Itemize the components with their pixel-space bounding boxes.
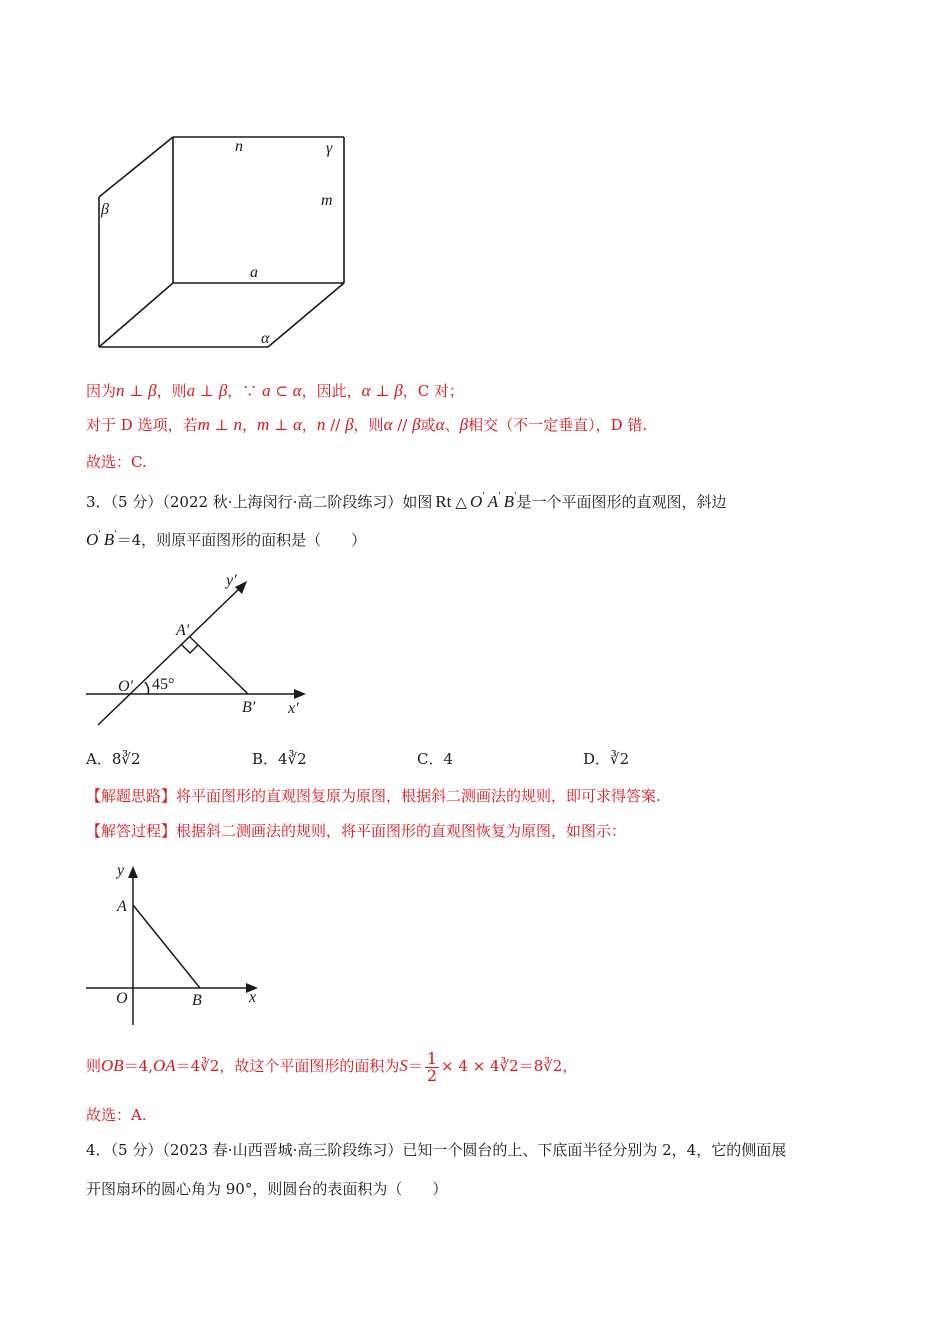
label-x-prime: x′ bbox=[288, 700, 299, 717]
option-a[interactable] bbox=[86, 748, 141, 769]
var-alpha: α bbox=[435, 415, 445, 434]
label-x: x bbox=[249, 989, 257, 1006]
var-beta: β bbox=[394, 381, 403, 400]
text: × 4 × 4 bbox=[441, 1057, 500, 1075]
q3-idea: 【解题思路】将平面图形的直观图复原为原图，根据斜二测画法的规则，即可求得答案. bbox=[86, 787, 661, 805]
q3-result bbox=[86, 1046, 577, 1086]
option-label: D． bbox=[583, 750, 611, 768]
sol2-line2 bbox=[86, 414, 647, 436]
perp-symbol: ⊥ bbox=[195, 382, 219, 400]
var-n: n bbox=[116, 381, 125, 400]
parallel-symbol: // bbox=[392, 416, 413, 434]
text: 相交（不一定垂直），D 错. bbox=[468, 416, 648, 434]
var-n: n bbox=[316, 415, 326, 434]
root-symbol: ∛2 bbox=[543, 1057, 563, 1075]
text: ， bbox=[562, 1057, 578, 1075]
q3-stem-line1 bbox=[86, 486, 726, 513]
option-b[interactable] bbox=[252, 748, 307, 769]
prime: ' bbox=[498, 492, 501, 502]
var-beta: β bbox=[218, 381, 228, 400]
root-symbol: ∛2 bbox=[200, 1057, 220, 1075]
cube-edge bbox=[99, 137, 173, 197]
parallel-symbol: // bbox=[325, 416, 346, 434]
segment-AB bbox=[190, 637, 248, 694]
y-arrow-icon bbox=[128, 866, 138, 878]
y-prime-axis bbox=[98, 587, 241, 725]
text: 因为 bbox=[86, 382, 117, 400]
because-symbol: ，∵ bbox=[227, 382, 263, 400]
var-beta: β bbox=[459, 415, 469, 434]
cube-figure bbox=[86, 125, 366, 360]
label-y: y bbox=[117, 862, 125, 879]
root-symbol: ∛2 bbox=[287, 750, 307, 768]
label-B-prime: B′ bbox=[242, 699, 256, 716]
option-value: 4 bbox=[278, 750, 288, 768]
text: ，则 bbox=[353, 416, 384, 434]
text: ＝4 bbox=[175, 1057, 201, 1075]
perp-symbol: ⊥ bbox=[209, 416, 234, 434]
text: 对于 D 选项，若 bbox=[86, 416, 198, 434]
option-value: 8 bbox=[111, 750, 122, 768]
triangle-symbol: △ bbox=[455, 493, 467, 511]
prime: ' bbox=[513, 492, 517, 502]
label-y-prime: y′ bbox=[226, 572, 237, 589]
text: ，则 bbox=[156, 382, 187, 400]
var-a: a bbox=[262, 381, 271, 400]
label-A-prime: A′ bbox=[176, 622, 190, 639]
var-OA: OA bbox=[153, 1056, 176, 1075]
prime: ' bbox=[98, 530, 101, 540]
denominator: 2 bbox=[426, 1065, 438, 1085]
text: ＝8 bbox=[518, 1057, 544, 1075]
q3-stem-line2 bbox=[86, 524, 366, 551]
label-O-prime: O′ bbox=[118, 678, 134, 695]
text: ＝4，则原平面图形的面积是（ ） bbox=[116, 531, 367, 549]
label-alpha: α bbox=[261, 330, 270, 347]
perp-symbol: ⊥ bbox=[124, 382, 149, 400]
oblique-figure bbox=[86, 565, 316, 730]
cube-edge bbox=[268, 283, 344, 347]
var-n: n bbox=[233, 415, 243, 434]
var-beta: β bbox=[345, 415, 354, 434]
var-alpha: α bbox=[292, 381, 302, 400]
cube-edge bbox=[99, 283, 173, 347]
text: ， bbox=[242, 416, 258, 434]
text: 是一个平面图形的直观图，斜边 bbox=[516, 493, 727, 511]
var-m: m bbox=[257, 415, 270, 434]
label-gamma: γ bbox=[326, 140, 333, 157]
label-O: O bbox=[116, 990, 128, 1007]
text: ， bbox=[301, 416, 317, 434]
var-alpha: α bbox=[383, 415, 393, 434]
sol2-answer: 故选：C. bbox=[86, 453, 147, 471]
numerator: 1 bbox=[426, 1048, 438, 1068]
var-alpha: α bbox=[361, 381, 371, 400]
q3-process: 【解答过程】根据斜二测画法的规则，将平面图形的直观图恢复为原图，如图示： bbox=[86, 822, 627, 840]
q4-line2: 开图扇环的圆心角为 90°，则圆台的表面积为（ ） bbox=[86, 1180, 448, 1198]
option-d[interactable] bbox=[583, 748, 629, 769]
root-symbol: ∛2 bbox=[499, 1057, 519, 1075]
option-label: A． bbox=[86, 750, 112, 768]
point-B: B bbox=[503, 492, 514, 511]
label-angle: 45° bbox=[152, 676, 175, 693]
q3-intro: 3．（5 分）（2022 秋·上海闵行·高二阶段练习）如图 bbox=[86, 493, 433, 511]
label-a: a bbox=[250, 264, 258, 281]
label-beta: β bbox=[101, 201, 109, 218]
point-O: O bbox=[86, 530, 99, 549]
text: ，因此， bbox=[301, 382, 362, 400]
fraction-one-half bbox=[425, 1048, 439, 1085]
x-arrow-icon bbox=[294, 689, 306, 699]
point-O: O bbox=[469, 492, 483, 511]
label-A: A bbox=[117, 898, 127, 915]
option-label: B． bbox=[252, 750, 279, 768]
point-A: A bbox=[487, 492, 499, 511]
segment-AB bbox=[133, 905, 200, 988]
option-c[interactable] bbox=[417, 748, 453, 769]
perp-symbol: ⊥ bbox=[370, 382, 395, 400]
option-label: C． bbox=[417, 750, 444, 768]
text: ＝ bbox=[407, 1057, 423, 1075]
perp-symbol: ⊥ bbox=[269, 416, 293, 434]
prime: ' bbox=[114, 530, 117, 540]
text: 则 bbox=[86, 1057, 102, 1075]
right-angle-mark bbox=[182, 645, 198, 653]
var-a: a bbox=[186, 381, 196, 400]
label-m: m bbox=[321, 192, 333, 209]
option-value: 4 bbox=[443, 750, 454, 768]
point-B: B bbox=[103, 530, 115, 549]
sol2-line1 bbox=[86, 380, 464, 402]
q4-line1: 4．（5 分）（2023 春·山西晋城·高三阶段练习）已知一个圆台的上、下底面半径分别为 2，4，它的侧面展 bbox=[86, 1141, 787, 1159]
root-symbol: ∛2 bbox=[121, 750, 141, 768]
original-figure bbox=[86, 855, 266, 1030]
var-S: S bbox=[399, 1056, 408, 1075]
q3-answer: 故选：A. bbox=[86, 1106, 147, 1124]
label-B: B bbox=[192, 992, 202, 1009]
label-n: n bbox=[235, 138, 243, 155]
angle-arc bbox=[145, 682, 149, 694]
var-m: m bbox=[197, 415, 210, 434]
text: ，故这个平面图形的面积为 bbox=[219, 1057, 400, 1075]
var-OB: OB bbox=[101, 1056, 124, 1075]
text: 或 bbox=[420, 416, 436, 434]
var-alpha: α bbox=[292, 415, 302, 434]
text: ＝4, bbox=[123, 1057, 153, 1075]
subset-symbol: ⊂ bbox=[270, 382, 293, 400]
prime: ' bbox=[482, 492, 485, 502]
root-symbol: ∛2 bbox=[610, 750, 630, 768]
rt-text: Rt bbox=[435, 492, 452, 511]
var-beta: β bbox=[412, 415, 421, 434]
var-beta: β bbox=[148, 381, 157, 400]
text: ，C 对； bbox=[402, 382, 464, 400]
text: 、 bbox=[444, 416, 460, 434]
